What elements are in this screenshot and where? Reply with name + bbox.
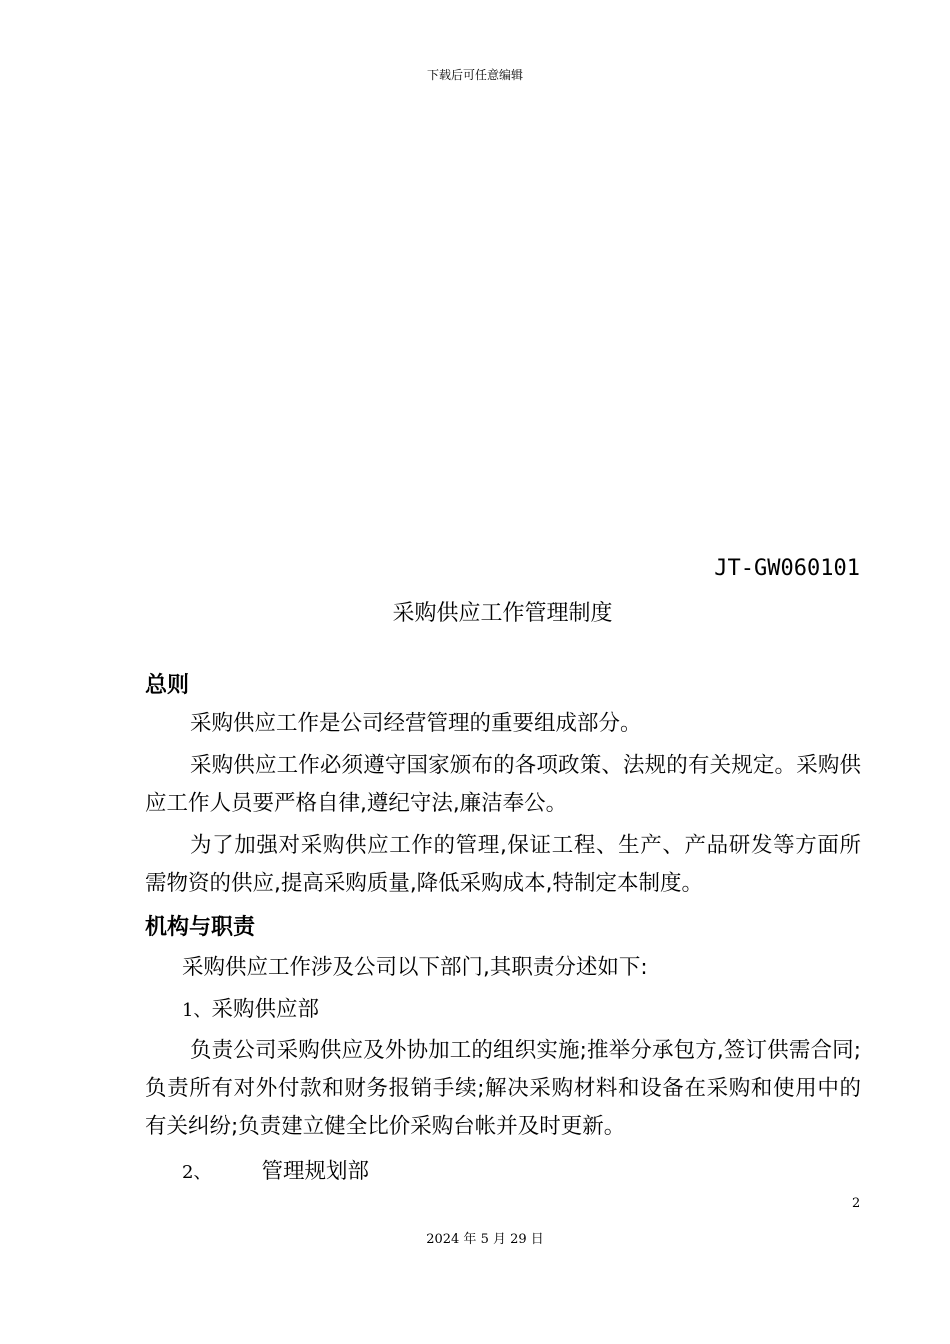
general-paragraph-3: 为了加强对采购供应工作的管理,保证工程、生产、产品研发等方面所需物资的供应,提高采购质量,降低采购成本,特制定本制度。 [145,833,861,896]
page-header: 下载后可任意编辑 [426,68,523,82]
general-paragraph-1: 采购供应工作是公司经营管理的重要组成部分。 [190,711,642,736]
section-heading-general: 总则 [145,673,190,698]
list-item-2-number: 2、 [182,1162,212,1183]
list-item-1-label: 采购供应部 [211,997,319,1022]
org-intro: 采购供应工作涉及公司以下部门,其职责分述如下: [182,955,648,980]
list-item-2-label: 管理规划部 [261,1159,369,1184]
list-item-2 [145,1153,861,1192]
list-item-1-number: 1、 [182,1000,212,1021]
list-item-1 [145,991,861,1030]
document-title: 采购供应工作管理制度 [392,601,613,626]
document-number: JT-GW060101 [714,556,860,581]
section-heading-org: 机构与职责 [145,915,256,940]
page-footer-date: 2024 年 5 月 29 日 [426,1232,544,1247]
general-paragraph-2: 采购供应工作必须遵守国家颁布的各项政策、法规的有关规定。采购供应工作人员要严格自律,遵纪守法,廉洁奉公。 [145,753,861,816]
list-item-1-description: 负责公司采购供应及外协加工的组织实施;推举分承包方,签订供需合同;负责所有对外付款和财务报销手续;解决采购材料和设备在采购和使用中的有关纠纷;负责建立健全比价采购台帐并及时更新。 [145,1038,861,1139]
page-number: 2 [852,1196,861,1211]
